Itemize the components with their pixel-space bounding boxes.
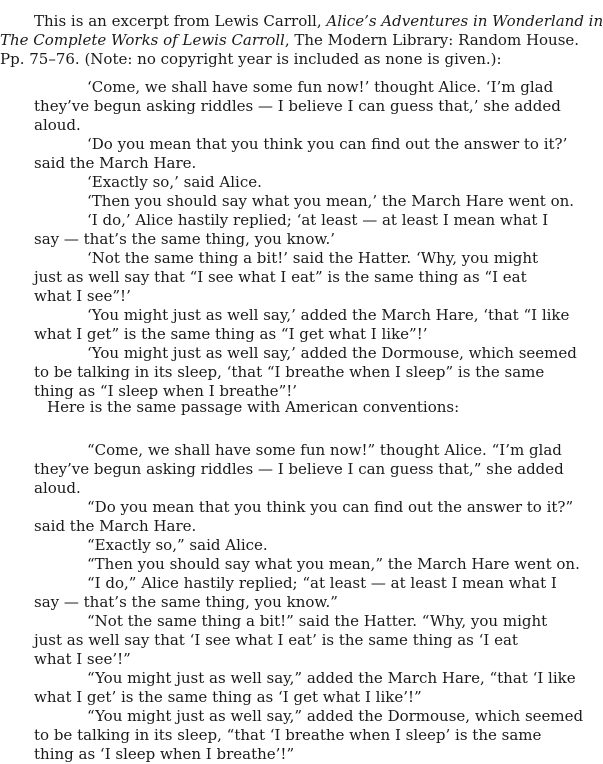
intro-line bbox=[0, 12, 603, 31]
passage-line: “I do,” Alice hastily replied; “at least — at least I mean what I bbox=[87, 574, 557, 592]
passage-paragraph bbox=[0, 612, 548, 669]
book-title-italic: Alice’s Adventures in Wonderland in bbox=[326, 12, 603, 30]
passage-line: thing as “I sleep when I breathe”!’ bbox=[34, 382, 298, 400]
passage-line: they’ve begun asking riddles — I believe I can guess that,” she added bbox=[34, 460, 564, 478]
passage-line: ‘Not the same thing a bit!’ said the Hatter. ‘Why, you might bbox=[87, 249, 539, 267]
passage-line: “Come, we shall have some fun now!” thought Alice. “I’m glad bbox=[87, 441, 562, 459]
passage-paragraph bbox=[0, 498, 574, 536]
passage-line: what I see”!’ bbox=[34, 287, 131, 305]
passage-british-conventions bbox=[0, 78, 577, 401]
passage-line: “Then you should say what you mean,” the March Hare went on. bbox=[87, 555, 580, 573]
passage-paragraph bbox=[0, 707, 584, 764]
passage-line: what I get” is the same thing as “I get what I like”!’ bbox=[34, 325, 428, 343]
passage-line: they’ve begun asking riddles — I believe I can guess that,’ she added bbox=[34, 97, 561, 115]
passage-line: said the March Hare. bbox=[34, 154, 197, 172]
passage-paragraph bbox=[0, 574, 557, 612]
intro-text: , The Modern Library: Random House. bbox=[284, 31, 580, 49]
passage-line: said the March Hare. bbox=[34, 517, 197, 535]
passage-line: to be talking in its sleep, ‘that “I breathe when I sleep” is the same bbox=[34, 363, 545, 381]
intro-text: This is an excerpt from Lewis Carroll, bbox=[34, 12, 327, 30]
passage-line: ‘I do,’ Alice hastily replied; ‘at least — at least I mean what I bbox=[87, 211, 549, 229]
passage-line: ‘You might just as well say,’ added the Dormouse, which seemed bbox=[87, 344, 577, 362]
passage-line: say — that’s the same thing, you know.’ bbox=[34, 230, 335, 248]
passage-line: “Exactly so,” said Alice. bbox=[87, 536, 268, 554]
passage-line: ‘Do you mean that you think you can find out the answer to it?’ bbox=[87, 135, 568, 153]
passage-paragraph bbox=[0, 249, 540, 306]
passage-line: ‘You might just as well say,’ added the March Hare, ‘that “I like bbox=[87, 306, 570, 324]
passage-line: what I get’ is the same thing as ‘I get what I like’!” bbox=[34, 688, 422, 706]
passage-line: aloud. bbox=[34, 116, 81, 134]
passage-line: to be talking in its sleep, “that ‘I breathe when I sleep’ is the same bbox=[34, 726, 542, 744]
passage-paragraph bbox=[0, 669, 576, 707]
passage-line: just as well say that “I see what I eat” is the same thing as “I eat bbox=[34, 268, 527, 286]
collection-title-italic: The Complete Works of Lewis Carroll bbox=[0, 31, 285, 49]
intro-line bbox=[0, 31, 580, 50]
passage-american-conventions bbox=[0, 441, 584, 764]
section-heading: Here is the same passage with American conventions: bbox=[47, 398, 460, 416]
passage-line: just as well say that ‘I see what I eat’ is the same thing as ‘I eat bbox=[34, 631, 518, 649]
passage-paragraph bbox=[0, 555, 580, 574]
passage-paragraph bbox=[0, 211, 549, 249]
passage-line: “You might just as well say,” added the March Hare, “that ‘I like bbox=[87, 669, 576, 687]
passage-line: ‘Come, we shall have some fun now!’ thought Alice. ‘I’m glad bbox=[87, 78, 554, 96]
passage-paragraph bbox=[0, 536, 540, 555]
intro-line: Pp. 75–76. (Note: no copyright year is included as none is given.): bbox=[0, 50, 502, 68]
passage-line: “Not the same thing a bit!” said the Hatter. “Why, you might bbox=[87, 612, 548, 630]
passage-line: “Do you mean that you think you can find out the answer to it?” bbox=[87, 498, 574, 516]
passage-line: ‘Then you should say what you mean,’ the March Hare went on. bbox=[87, 192, 575, 210]
passage-line: “You might just as well say,” added the Dormouse, which seemed bbox=[87, 707, 584, 725]
passage-paragraph bbox=[0, 78, 561, 135]
passage-line: ‘Exactly so,’ said Alice. bbox=[87, 173, 262, 191]
passage-line: aloud. bbox=[34, 479, 81, 497]
passage-paragraph bbox=[0, 135, 568, 173]
passage-paragraph bbox=[0, 441, 564, 498]
passage-paragraph bbox=[0, 306, 570, 344]
passage-line: thing as ‘I sleep when I breathe’!” bbox=[34, 745, 295, 763]
passage-paragraph bbox=[0, 192, 575, 211]
passage-paragraph bbox=[0, 344, 577, 401]
intro-paragraph bbox=[0, 12, 603, 69]
passage-line: what I see’!” bbox=[34, 650, 131, 668]
passage-paragraph bbox=[0, 173, 540, 192]
passage-line: say — that’s the same thing, you know.” bbox=[34, 593, 338, 611]
